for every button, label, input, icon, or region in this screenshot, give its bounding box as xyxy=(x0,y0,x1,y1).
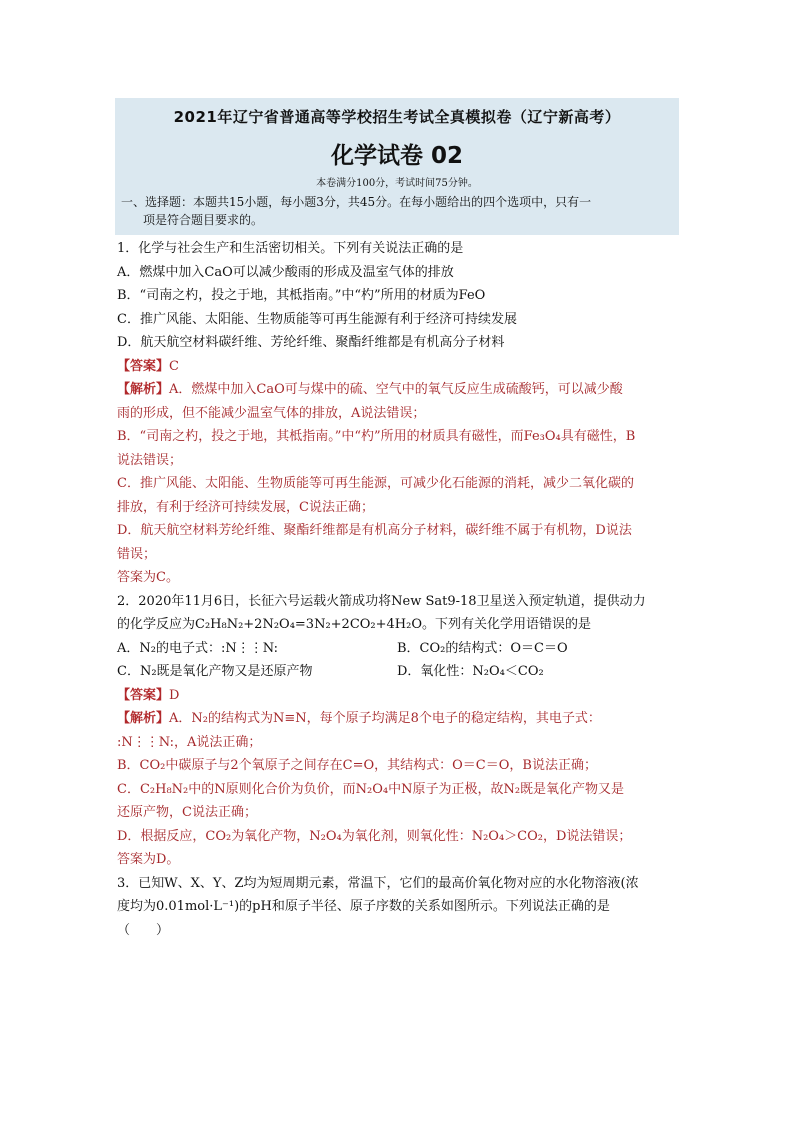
analysis-text: C．C₂H₈N₂中的N原则化合价为负价，而N₂O₄中N原子为正极，故N₂既是氧化产物又是 xyxy=(117,781,625,797)
question-stem: 的化学反应为C₂H₈N₂+2N₂O₄=3N₂+2CO₂+4H₂O。下列有关化学用语错误的是 xyxy=(117,617,592,632)
answer-value: C xyxy=(169,358,179,374)
analysis-label: 【解析】 xyxy=(117,711,170,726)
exam-title: 2021年辽宁省普通高等学校招生考试全真模拟卷（辽宁新高考） xyxy=(173,108,621,126)
question-2 xyxy=(117,590,677,872)
analysis-text: 错误； xyxy=(117,546,157,562)
analysis-line xyxy=(117,378,677,402)
analysis-text: 雨的形成，但不能减少温室气体的排放，A说法错误； xyxy=(117,405,426,421)
analysis-text: C．推广风能、太阳能、生物质能等可再生能源，可减少化石能源的消耗，减少二氧化碳的 xyxy=(117,476,634,491)
option-a: A．N₂的电子式：:N⋮⋮N: xyxy=(117,640,279,656)
exam-page xyxy=(117,98,677,942)
answer-conclusion: 答案为C。 xyxy=(117,570,179,585)
question-stem: 度均为0.01mol·L⁻¹)的pH和原子半径、原子序数的关系如图所示。下列说法正确的是 xyxy=(117,899,610,914)
question-1 xyxy=(117,237,677,590)
analysis-text: 排放，有利于经济可持续发展，C说法正确； xyxy=(117,499,374,515)
analysis-line xyxy=(117,707,677,731)
option-b: B．CO₂的结构式：O＝C＝O xyxy=(397,640,568,656)
answer-label: 【答案】 xyxy=(117,687,170,703)
analysis-text: B．CO₂中碳原子与2个氧原子之间存在C=O，其结构式：O＝C＝O，B说法正确； xyxy=(117,758,597,773)
analysis-text: A．燃煤中加入CaO可与煤中的硫、空气中的氧气反应生成硫酸钙，可以减少酸 xyxy=(169,382,623,397)
question-stem: 3．已知W、X、Y、Z均为短周期元素，常温下，它们的最高价氧化物对应的水化物溶液(浓 xyxy=(117,875,639,891)
options-row xyxy=(117,637,677,661)
option-a: A．燃煤中加入CaO可以减少酸雨的形成及温室气体的排放 xyxy=(117,264,454,280)
analysis-text: 还原产物，C说法正确； xyxy=(117,805,257,820)
answer-line xyxy=(117,684,677,708)
analysis-text: A．N₂的结构式为N≡N，每个原子均满足8个电子的稳定结构，其电子式： xyxy=(169,711,601,726)
option-c: C．推广风能、太阳能、生物质能等可再生能源有利于经济可持续发展 xyxy=(117,311,517,327)
option-b: B．“司南之杓，投之于地，其柢指南。”中“杓”所用的材质为FeO xyxy=(117,288,486,303)
section-instructions xyxy=(119,193,675,229)
section-line-1: 一、选择题：本题共15小题，每小题3分，共45分。在每小题给出的四个选项中，只有一 xyxy=(121,195,592,209)
analysis-text: D．航天航空材料芳纶纤维、聚酯纤维都是有机高分子材料，碳纤维不属于有机物，D说法 xyxy=(117,523,632,538)
section-line-2: 项是符合题目要求的。 xyxy=(143,213,264,227)
answer-conclusion: 答案为D。 xyxy=(117,852,180,867)
options-row xyxy=(117,660,677,684)
answer-line xyxy=(117,355,677,379)
analysis-text: D．根据反应，CO₂为氧化产物，N₂O₄为氧化剂，则氧化性：N₂O₄＞CO₂，D说法错误； xyxy=(117,828,632,844)
exam-note: 本卷满分100分，考试时间75分钟。 xyxy=(316,178,478,189)
exam-subtitle: 化学试卷 02 xyxy=(330,143,463,169)
answer-value: D xyxy=(169,687,180,703)
question-stem: 2．2020年11月6日，长征六号运载火箭成功将New Sat9-18卫星送入预定轨道，提供动力 xyxy=(117,593,646,609)
analysis-text: B．“司南之杓，投之于地，其柢指南。”中“杓”所用的材质具有磁性，而Fe₃O₄具有磁性，B xyxy=(117,429,636,444)
answer-blank: （ ） xyxy=(117,922,170,938)
option-c: C．N₂既是氧化产物又是还原产物 xyxy=(117,664,313,679)
analysis-text: :N⋮⋮N:，A说法正确； xyxy=(117,734,262,750)
analysis-label: 【解析】 xyxy=(117,382,170,397)
answer-label: 【答案】 xyxy=(117,358,170,374)
analysis-text: 说法错误； xyxy=(117,452,183,468)
header-band xyxy=(115,98,679,235)
option-d: D．航天航空材料碳纤维、芳纶纤维、聚酯纤维都是有机高分子材料 xyxy=(117,335,505,350)
option-d: D．氧化性：N₂O₄＜CO₂ xyxy=(397,664,544,679)
question-3 xyxy=(117,872,677,943)
question-stem: 1．化学与社会生产和生活密切相关。下列有关说法正确的是 xyxy=(117,241,464,256)
